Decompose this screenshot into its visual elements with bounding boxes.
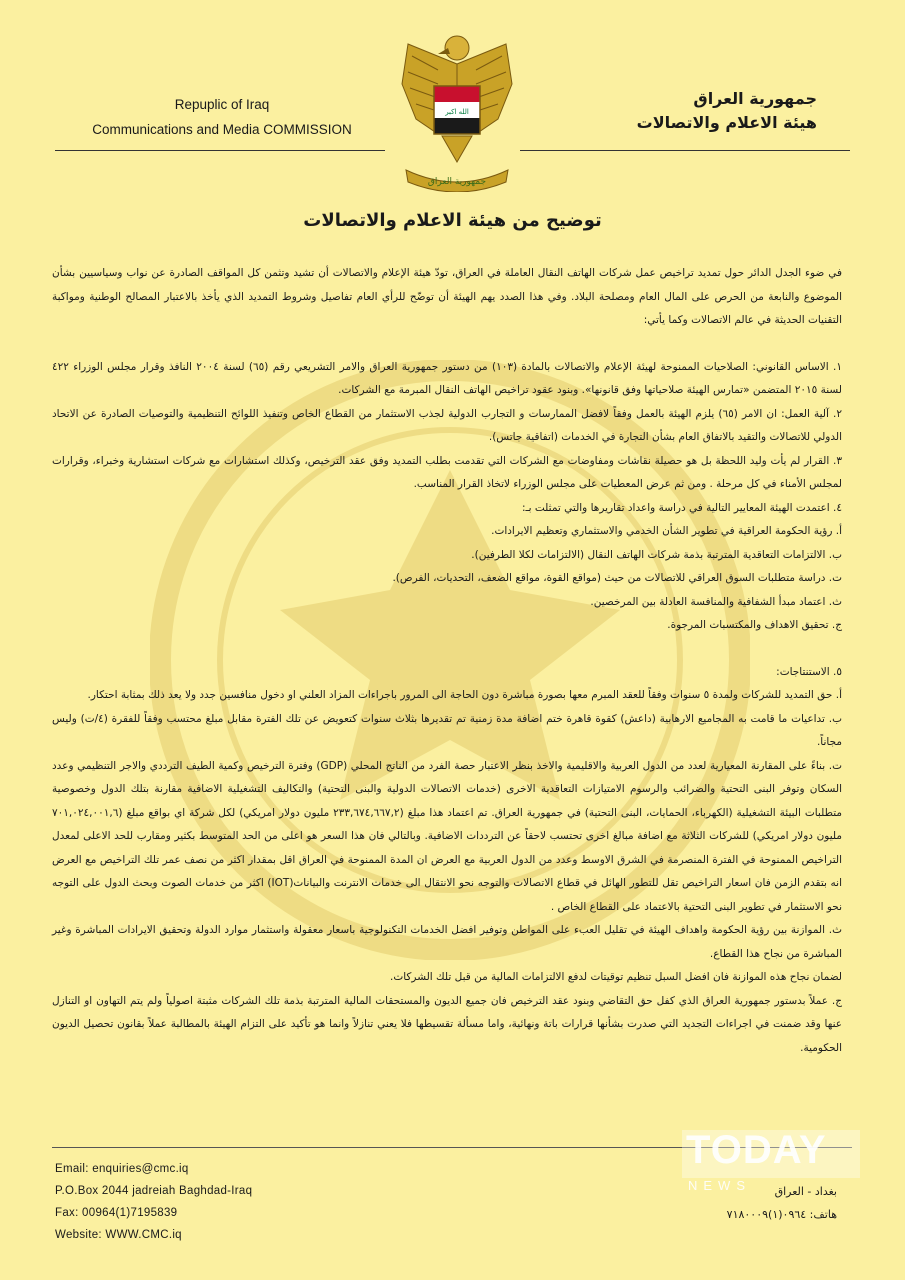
footer-ar-phone: هاتف: ٠٩٦٤(١)٧١٨٠٠٠٩ xyxy=(726,1208,837,1221)
today-logo-subtext: NEWS xyxy=(688,1178,751,1193)
clause-5a: أ. حق التمديد للشركات ولمدة ٥ سنوات وفقاً للعقد المبرم معها بصورة مباشرة دون الحاجة الى المرور باجراءات المزاد العلني او دخول منافسين جدد ولا يعد ذلك بمثابة احتكار. xyxy=(87,689,842,701)
footer-ar-address: بغداد - العراق xyxy=(774,1185,837,1198)
footer-fax: Fax: 00964(1)7195839 xyxy=(55,1207,178,1219)
clause-4b: ب. الالتزامات التعاقدية المترتبة بذمة شركات الهاتف النقال (الالتزامات لكلا الطرفين). xyxy=(471,548,842,561)
today-news-logo xyxy=(682,1128,860,1200)
header-en-country: Repuplic of Iraq xyxy=(174,97,270,112)
clause-4e: ج. تحقيق الاهداف والمكتسبات المرجوة. xyxy=(667,619,842,631)
header-divider-left xyxy=(55,150,385,151)
clause-4a: أ. رؤية الحكومة العراقية في تطوير الشأن الخدمي والاستثماري وتعظيم الايرادات. xyxy=(491,525,842,537)
clause-5b: ب. تداعيات ما قامت به المجاميع الارهابية (داعش) كقوة قاهرة ختم اضافة مدة زمنية تم تقديرها بثلاث سنوات كتعويض عن تلك الفترة مقابل مبلغ محتسب وفقاً للفقرة (٤/ت) وليس مجاناً. xyxy=(52,712,842,748)
header-divider-right xyxy=(520,150,850,151)
clause-4d: ث. اعتماد مبدأ الشفافية والمنافسة العادلة بين المرخصين. xyxy=(590,595,842,608)
header-ar-commission: هيئة الاعلام والاتصالات xyxy=(636,113,817,132)
footer-contact-english xyxy=(55,1158,252,1246)
clause-4: ٤. اعتمدت الهيئة المعايير التالية في دراسة واعداد تقاريرها والتي تمثلت بـ: xyxy=(521,501,842,514)
iraq-eagle-emblem xyxy=(398,24,516,192)
header-english xyxy=(62,92,382,142)
svg-text:الله اكبر: الله اكبر xyxy=(445,108,469,116)
header-arabic xyxy=(557,87,817,135)
clause-5e: ج. عملاً بدستور جمهورية العراق الذي كفل حق التقاضي وبنود عقد الترخيص فان جميع الديون والمستحقات المالية المترتبة بذمة تلك الشركات مثبتة اصولياً ولم يتم التهاون او التنازل عنها وقد ضمنت في اجراءات التجديد التي صدرت بشأنها قرارات باتة ونهائية، واما مسألة تقسيطها فلا يعني تنازلاً وانما هو تأكيد على التزام الهيئة بالمطالبة عملاً بقانون تحصيل الديون الحكومية. xyxy=(52,994,842,1054)
today-logo-text: TODAY xyxy=(686,1128,827,1172)
clause-5: ٥. الاستنتاجات: xyxy=(776,665,842,678)
svg-text:جمهورية العراق: جمهورية العراق xyxy=(427,177,487,187)
clause-1: ١. الاساس القانوني: الصلاحيات الممنوحة لهيئة الإعلام والاتصالات بالمادة (١٠٣) من دستور جمهورية العراق والامر التشريعي رقم (٦٥) لسنة ٢٠٠٤ النافذ وقرار مجلس الوزراء ٤٢٢ لسنة ٢٠١٥ المتضمن «تمارس الهيئة صلاحياتها وفق قانونها». وبنود عقود تراخيص الهاتف النقال المبرمة مع الشركات. xyxy=(52,360,842,396)
header-ar-country: جمهورية العراق xyxy=(693,89,817,108)
header-en-commission: Communications and Media COMMISSION xyxy=(92,122,352,137)
document-body xyxy=(52,262,842,1060)
clause-4c: ت. دراسة متطلبات السوق العراقي للاتصالات من حيث (مواقع القوة، مواقع الضعف، التحديات، الفرص). xyxy=(392,572,842,584)
clause-2: ٢. آلية العمل: ان الامر (٦٥) يلزم الهيئة بالعمل وفقاً لافضل الممارسات و التجارب الدولية لجذب الاستثمار من القطاع الخاص وتنفيذ اللوائح التنظيمية والتوصيات الصادرة عن الاتحاد الدولي للاتصالات والتقيد بالاتفاق العام بشأن التجارة في الخدمات (اتفاقية جاتس). xyxy=(52,407,842,443)
clause-5d: ث. الموازنة بين رؤية الحكومة واهداف الهيئة في تقليل العبء على المواطن وتوفير افضل الخدمات التكنولوجية باسعار معقولة واستثمار موارد الدولة وتحقيق الايرادات المباشرة وغير المباشرة من نجاح هذا القطاع. xyxy=(52,924,842,960)
clause-3: ٣. القرار لم يأت وليد اللحظة بل هو حصيلة نقاشات ومفاوضات مع الشركات التي تقدمت بطلب التمديد وفق عقد الترخيص، وكذلك استشارات مع شركات استشارية وخبراء، وقرارات لمجلس الأمناء في كل مرحلة . ومن ثم عرض المعطيات على مجلس الوزراء لاتخاذ القرار المناسب. xyxy=(52,454,842,490)
clause-5d-note: لضمان نجاح هذه الموازنة فان افضل السبل تنظيم توقيتات لدفع الالتزامات المالية من قبل تلك الشركات. xyxy=(390,971,842,983)
clause-5c: ت. بناءً على المقارنة المعيارية لعدد من الدول العربية والاقليمية والاخذ بنظر الاعتبار حصة الفرد من الناتج المحلي (GDP) وفترة الترخيص وكمية الطيف الترددي والاجر التنظيمي وعدد السكان وتوفر البنى التحتية والضرائب والرسوم الامتيازات التعاقدية الاخرى (خدمات الاتصالات الدولية والبنى التحتية) والتكاليف التشغيلية الاضافية مقارنة بتلك الدول وخصوصية متطلبات البيئة التشغيلية (الكهرباء، الحمايات، البنى التحتية) في جمهورية العراق. تم اعتماد هذا مبلغ (٢٣٣,٦٧٤,٦٦٧,٢ مليون دولار امريكي) لكل شركة اي بواقع مبلغ (٧٠١,٠٢٤,٠٠١,٦ مليون دولار امريكي) للشركات الثلاثة مع اضافة مبالغ اخرى تحتسب لاحقاً عن الترددات الاضافية. وبالتالي فان هذا السعر هو اعلى من الحد المتوسط بكثير ومقارب للحد الاعلى لمعدل التراخيص الممنوحة في الفترة المنصرمة في الشرق الاوسط وعدد من الدول العربية مع العرض ان المدة الممنوحة في العراق اقل بمقدار اكثر من نصف عمر تلك التراخيص مع العرض انه بتقدم الزمن فان اسعار التراخيص تقل للتطور الهائل في قطاع الاتصالات والتوجه نحو الانتقال الى خدمات الانترنت والبيانات(IOT) اكثر من خدمات الصوت وبحث الدول على التوجه نحو الاستثمار في تطوير البنى التحتية بالاعتماد على القطاع الخاص . xyxy=(52,759,843,913)
footer-email: Email: enquiries@cmc.iq xyxy=(55,1163,189,1175)
document-title: توضيح من هيئة الاعلام والاتصالات xyxy=(303,210,602,231)
footer-website: Website: WWW.CMC.iq xyxy=(55,1229,182,1241)
intro-paragraph: في ضوء الجدل الدائر حول تمديد تراخيص عمل شركات الهاتف النقال العاملة في العراق، تودّ هيئة الإعلام والاتصالات أن تشيد وتثمن كل المواقف الصادرة عن نواب وسياسيين بشأن الموضوع والنابعة من الحرص على المال العام ومصلحة البلاد. وفي هذا الصدد يهم الهيئة أن توضّح للرأي العام تفاصيل وشروط التمديد الذي يأخذ بالاعتبار المصالح الوطنية ومواكبة التقنيات الحديثة في عالم الاتصالات وكما يأتي: xyxy=(52,267,842,326)
footer-pobox: P.O.Box 2044 jadreiah Baghdad-Iraq xyxy=(55,1185,253,1197)
